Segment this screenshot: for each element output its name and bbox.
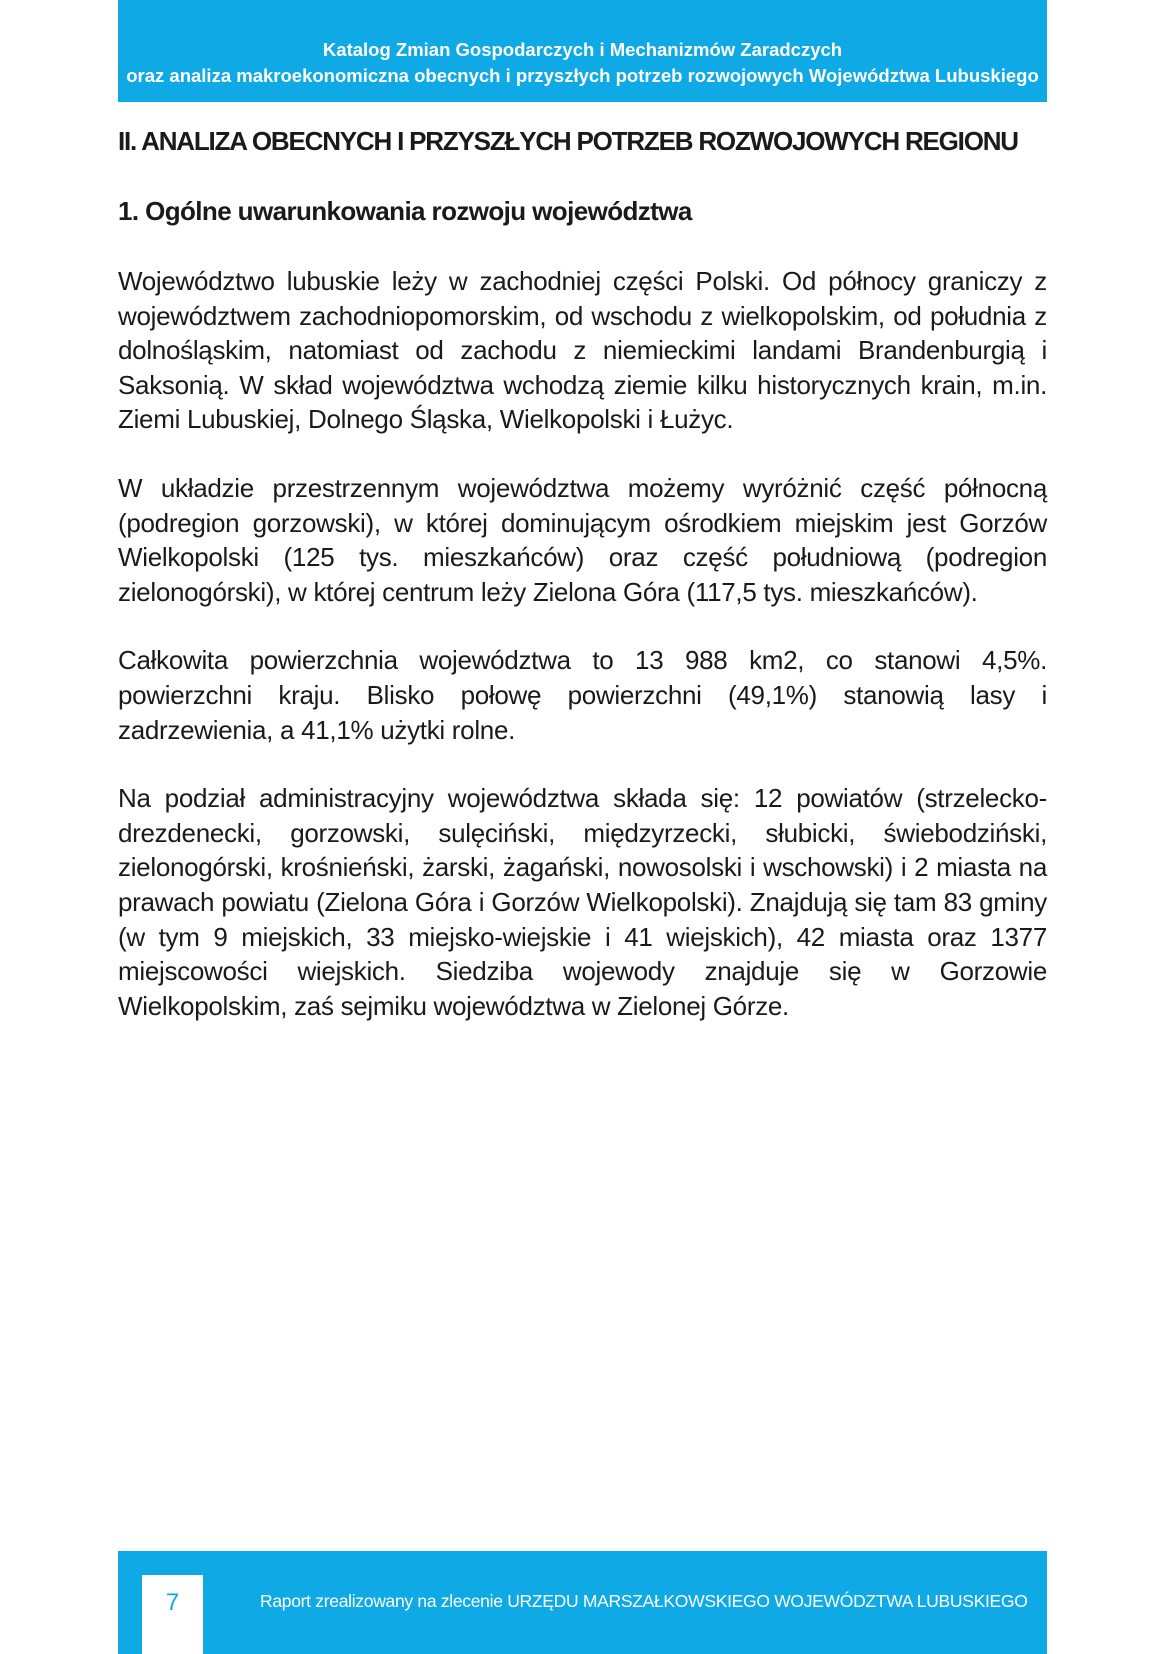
paragraph-administrative-division: Na podział administracyjny województwa składa się: 12 powiatów (strzelecko-drezdenecki, gorzowski, sulęciński, międzyrzecki, słubicki, świebodziński, zielonogórski, krośnieński, żarski, żagański, nowosolski i wschowski) i 2 miasta na prawach powiatu (Zielona Góra i Gorzów Wielkopolski). Znajdują się tam 83 gminy (w tym 9 miejskich, 33 miejsko-wiejskie i 41 wiejskich), 42 miasta oraz 1377 miejscowości wiejskich. Siedziba wojewody znajduje się w Gorzowie Wielkopolskim, zaś sejmiku województwa w Zielonej Górze. [118, 783, 1047, 1021]
page-number: 7 [142, 1575, 203, 1654]
page-content [118, 124, 1047, 1023]
document-footer [118, 1551, 1047, 1654]
footer-text: Raport zrealizowany na zlecenie URZĘDU MARSZAŁKOWSKIEGO WOJEWÓDZTWA LUBUSKIEGO [260, 1591, 1028, 1611]
paragraph-location: Województwo lubuskie leży w zachodniej części Polski. Od północy graniczy z województwem zachodniopomorskim, od wschodu z wielkopolskim, od południa z dolnośląskim, natomiast od zachodu z niemieckimi landami Brandenburgią i Saksonią. W skład województwa wchodzą ziemie kilku historycznych krain, m.in. Ziemi Lubuskiej, Dolnego Śląska, Wielkopolski i Łużyc. [118, 266, 1047, 435]
header-title-line-1: Katalog Zmian Gospodarczych i Mechanizmów Zaradczych [322, 39, 843, 60]
subsection-title: 1. Ogólne uwarunkowania rozwoju województwa [118, 196, 692, 226]
document-header [118, 0, 1047, 102]
section-title: II. ANALIZA OBECNYCH I PRZYSZŁYCH POTRZEB ROZWOJOWYCH REGIONU [118, 126, 1018, 156]
paragraph-area: Całkowita powierzchnia województwa to 13 988 km2, co stanowi 4,5%. powierzchni kraju. Blisko połowę powierzchni (49,1%) stanowią lasy i zadrzewienia, a 41,1% użytki rolne. [118, 645, 1047, 745]
header-title-line-2: oraz analiza makroekonomiczna obecnych i przyszłych potrzeb rozwojowych Województwa Lubuskiego [126, 65, 1039, 86]
paragraph-spatial-layout: W układzie przestrzennym województwa możemy wyróżnić część północną (podregion gorzowski), w której dominującym ośrodkiem miejskim jest Gorzów Wielkopolski (125 tys. mieszkańców) oraz część południową (podregion zielonogórski), w której centrum leży Zielona Góra (117,5 tys. mieszkańców). [118, 472, 1047, 607]
